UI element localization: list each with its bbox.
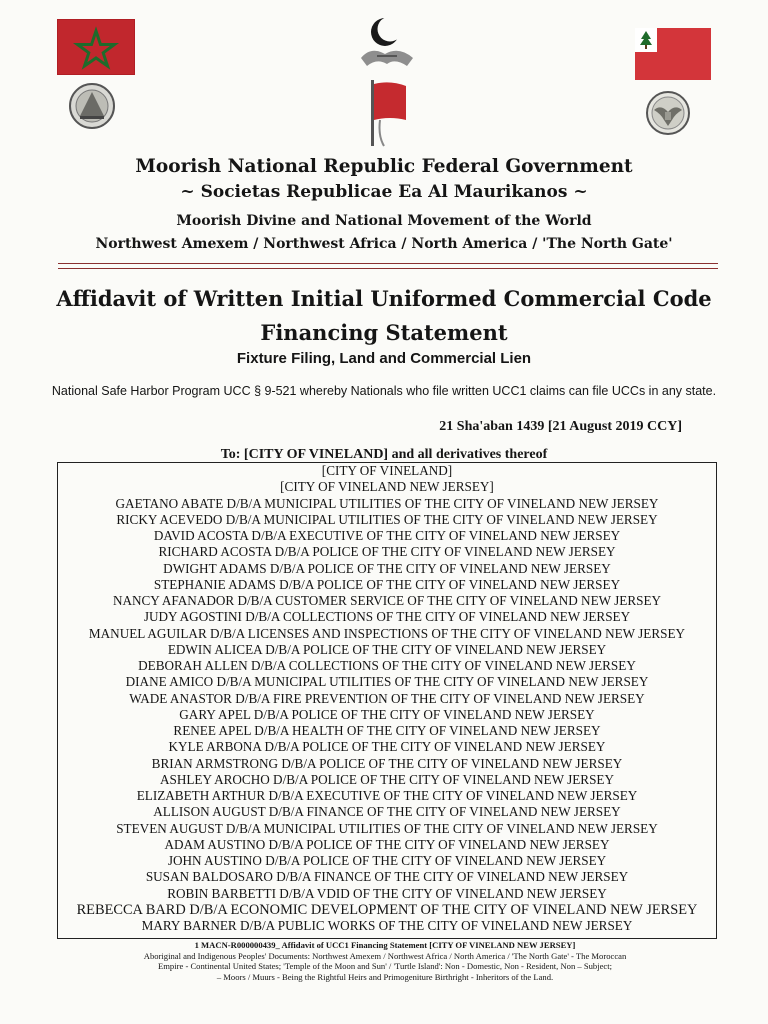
list-item: ASHLEY AROCHO D/B/A POLICE OF THE CITY OF VINELAND NEW JERSEY <box>159 771 614 787</box>
document-date: 21 Sha'aban 1439 [21 August 2019 CCY] <box>439 419 682 434</box>
footer-notice <box>50 951 720 982</box>
list-item: MARY BARNER D/B/A PUBLIC WORKS OF THE CITY OF VINELAND NEW JERSEY <box>141 918 633 933</box>
list-item: GAETANO ABATE D/B/A MUNICIPAL UTILITIES OF THE CITY OF VINELAND NEW JERSEY <box>115 495 659 511</box>
list-item: MANUEL AGUILAR D/B/A LICENSES AND INSPECTIONS OF THE CITY OF VINELAND NEW JERSEY <box>88 625 686 641</box>
addressee-line: To: [CITY OF VINELAND] and all derivatives thereof <box>220 447 548 462</box>
list-item: JOHN AUSTINO D/B/A POLICE OF THE CITY OF VINELAND NEW JERSEY <box>167 853 607 868</box>
addressee-list <box>57 463 717 934</box>
crescent-handshake-emblem <box>355 10 419 77</box>
list-item: ADAM AUSTINO D/B/A POLICE OF THE CITY OF VINELAND NEW JERSEY <box>164 836 610 852</box>
list-item: DAVID ACOSTA D/B/A EXECUTIVE OF THE CITY OF VINELAND NEW JERSEY <box>153 528 621 543</box>
list-item: RICKY ACEVEDO D/B/A MUNICIPAL UTILITIES OF THE CITY OF VINELAND NEW JERSEY <box>116 511 658 527</box>
territory-line: Northwest Amexem / Northwest Africa / North America / 'The North Gate' <box>95 236 673 252</box>
list-item: RICHARD ACOSTA D/B/A POLICE OF THE CITY OF VINELAND NEW JERSEY <box>158 544 616 560</box>
divider <box>58 268 718 269</box>
document-title: Affidavit of Written Initial Uniformed Commercial Code <box>56 286 712 311</box>
document-title-line2: Financing Statement <box>260 320 508 345</box>
list-item: STEVEN AUGUST D/B/A MUNICIPAL UTILITIES OF THE CITY OF VINELAND NEW JERSEY <box>116 820 658 836</box>
star-icon <box>58 20 134 74</box>
list-item: ALLISON AUGUST D/B/A FINANCE OF THE CITY OF VINELAND NEW JERSEY <box>153 804 621 820</box>
list-item: STEPHANIE ADAMS D/B/A POLICE OF THE CITY OF VINELAND NEW JERSEY <box>153 576 621 592</box>
footer-notice-line: – Moors / Muurs - Being the Rightful Heirs and Primogeniture Birthright - Inheritors of the Land. <box>216 971 554 982</box>
list-item: [CITY OF VINELAND] <box>321 463 453 478</box>
list-item: JUDY AGOSTINI D/B/A COLLECTIONS OF THE CITY OF VINELAND NEW JERSEY <box>143 609 631 625</box>
divider <box>58 263 718 264</box>
list-item: [CITY OF VINELAND NEW JERSEY] <box>280 479 494 495</box>
list-item: DEBORAH ALLEN D/B/A COLLECTIONS OF THE CITY OF VINELAND NEW JERSEY <box>138 658 636 673</box>
list-item: DIANE AMICO D/B/A MUNICIPAL UTILITIES OF THE CITY OF VINELAND NEW JERSEY <box>125 674 649 690</box>
latin-name: ~ Societas Republicae Ea Al Maurikanos ~ <box>180 182 588 202</box>
list-item: NANCY AFANADOR D/B/A CUSTOMER SERVICE OF THE CITY OF VINELAND NEW JERSEY <box>112 593 662 608</box>
movement-name: Moorish Divine and National Movement of the World <box>176 213 592 229</box>
list-item: ROBIN BARBETTI D/B/A VDID OF THE CITY OF VINELAND NEW JERSEY <box>167 885 607 901</box>
footer-notice-line: Aboriginal and Indigenous Peoples' Documents: Northwest Amexem / Northwest Africa / North America / 'The North Gate' - The Moroccan <box>143 951 627 961</box>
center-flag-on-pole <box>366 76 414 153</box>
government-name: Moorish National Republic Federal Government <box>135 156 633 177</box>
list-item: RENEE APEL D/B/A HEALTH OF THE CITY OF VINELAND NEW JERSEY <box>173 723 601 738</box>
list-item: GARY APEL D/B/A POLICE OF THE CITY OF VINELAND NEW JERSEY <box>179 706 595 722</box>
list-item: REBECCA BARD D/B/A ECONOMIC DEVELOPMENT OF THE CITY OF VINELAND NEW JERSEY <box>76 901 698 918</box>
pyramid-seal <box>68 82 116 135</box>
list-item: WADE ANASTOR D/B/A FIRE PREVENTION OF THE CITY OF VINELAND NEW JERSEY <box>129 690 645 706</box>
list-item: SUSAN BALDOSARO D/B/A FINANCE OF THE CITY OF VINELAND NEW JERSEY <box>145 869 629 885</box>
list-item: EDWIN ALICEA D/B/A POLICE OF THE CITY OF VINELAND NEW JERSEY <box>167 641 607 657</box>
eagle-seal <box>645 90 691 141</box>
list-item: ELIZABETH ARTHUR D/B/A EXECUTIVE OF THE CITY OF VINELAND NEW JERSEY <box>136 788 638 803</box>
safe-harbor-note: National Safe Harbor Program UCC § 9-521 whereby Nationals who file written UCC1 claims can file UCCs in any state. <box>51 384 717 398</box>
list-item: BRIAN ARMSTRONG D/B/A POLICE OF THE CITY OF VINELAND NEW JERSEY <box>151 755 623 771</box>
moroccan-flag <box>58 20 134 74</box>
pine-tree-icon <box>639 30 653 50</box>
document-subtitle: Fixture Filing, Land and Commercial Lien <box>236 350 532 367</box>
list-item: KYLE ARBONA D/B/A POLICE OF THE CITY OF VINELAND NEW JERSEY <box>168 739 606 755</box>
footer-notice-line: Empire - Continental United States; 'Temple of the Moon and Sun' / 'Turtle Island': Non - Domestic, Non - Resident, Non – Subject; <box>158 961 612 972</box>
list-item: DWIGHT ADAMS D/B/A POLICE OF THE CITY OF VINELAND NEW JERSEY <box>163 560 611 576</box>
footer-reference: 1 MACN-R000000439_ Affidavit of UCC1 Financing Statement [CITY OF VINELAND NEW JERSEY] <box>194 940 576 950</box>
pine-tree-flag <box>635 28 711 80</box>
